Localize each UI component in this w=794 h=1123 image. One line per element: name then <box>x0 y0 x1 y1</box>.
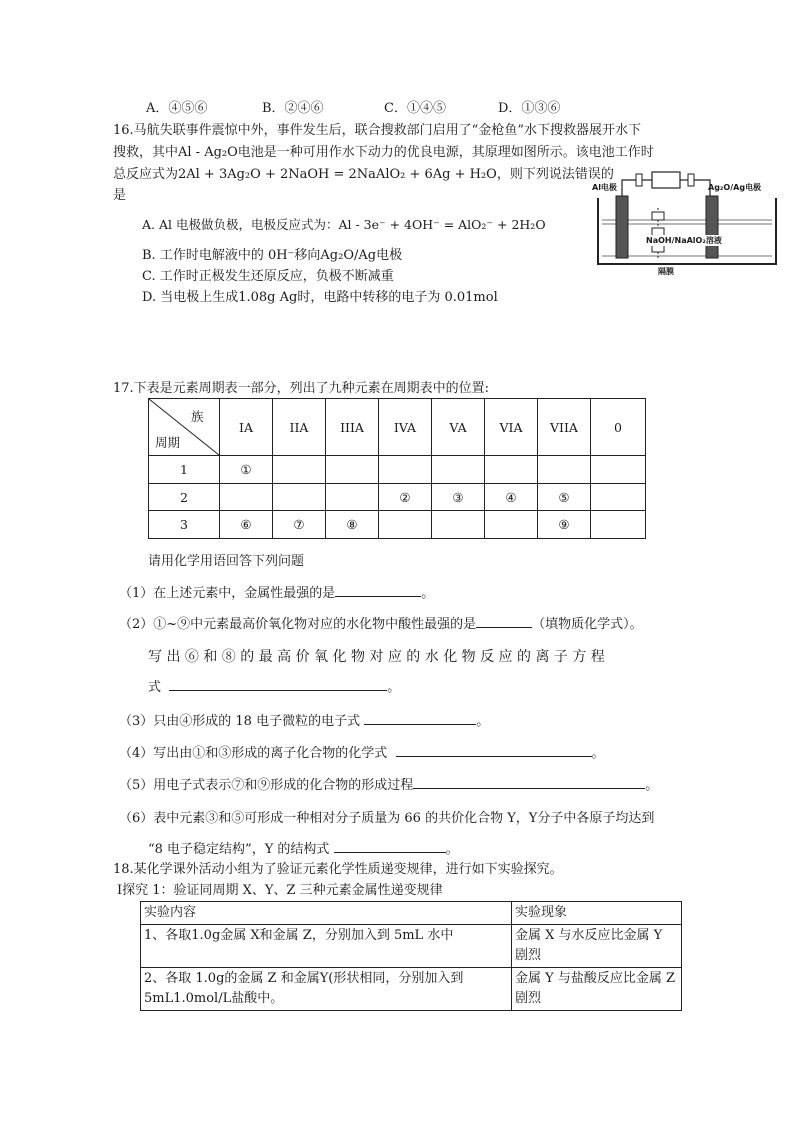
q17-sub2a-end: （填物质化学式）。 <box>532 617 643 632</box>
period-label: 1 <box>149 456 220 484</box>
element-cell: ⑨ <box>538 511 591 539</box>
table-header-row <box>141 902 682 925</box>
element-cell <box>432 456 485 484</box>
answer-blank[interactable] <box>476 615 532 628</box>
group-header: IIA <box>273 399 326 456</box>
element-cell <box>485 511 538 539</box>
q15-option-b: B．②④⑥ <box>262 101 324 116</box>
q17-sub2c <box>148 677 400 698</box>
corner-group-label: 族 <box>191 409 204 424</box>
element-cell: ⑧ <box>326 511 379 539</box>
q17-sub1-text: （1）在上述元素中，金属性最强的是 <box>119 586 336 601</box>
experiment-content: 2、各取 1.0g的金属 Z 和金属Y(形状相同，分别加入到 5mL1.0mol/L盐酸中。 <box>141 968 512 1011</box>
q17-sub2c-end: 。 <box>387 680 401 695</box>
element-cell <box>326 456 379 484</box>
answer-blank[interactable] <box>413 776 645 789</box>
q18-intro: 18.某化学课外活动小组为了验证元素化学性质递变规律，进行如下实验探究。 <box>113 862 563 877</box>
element-cell: ⑦ <box>273 511 326 539</box>
answer-blank[interactable] <box>335 584 421 597</box>
element-cell: ③ <box>432 484 485 511</box>
corner-period-label: 周期 <box>155 435 181 450</box>
q16-line3: 总反应式为2Al + 3Ag₂O + 2NaOH = 2NaAlO₂ + 6Ag + H₂O，则下列说法错误的 <box>113 167 614 182</box>
group-header: VIA <box>485 399 538 456</box>
element-cell <box>591 511 646 539</box>
table-row <box>141 968 682 1011</box>
experiment-phenomenon: 金属 Y 与盐酸反应比金属 Z 剧烈 <box>512 968 682 1011</box>
experiment-table <box>140 901 682 1011</box>
element-cell: ⑥ <box>220 511 273 539</box>
q16-line1: 16.马航失联事件震惊中外，事件发生后，联合搜救部门启用了“金枪鱼”水下搜救器展开水下 <box>113 123 641 138</box>
q15-option-d: D．①③⑥ <box>498 101 561 116</box>
q15-option-a: A．④⑤⑥ <box>146 101 208 116</box>
element-cell <box>538 456 591 484</box>
q17-sub4-text: （4）写出由①和③形成的离子化合物的化学式 <box>119 746 388 761</box>
period-label: 3 <box>149 511 220 539</box>
group-header: IIIA <box>326 399 379 456</box>
q17-sub6a: （6）表中元素③和⑤可形成一种相对分子质量为 66 的共价化合物 Y，Y分子中各原子均达到 <box>119 811 655 826</box>
group-header: 0 <box>591 399 646 456</box>
q15-option-c: C．①④⑤ <box>384 101 446 116</box>
experiment-content: 1、各取1.0g金属 X和金属 Z，分别加入到 5mL 水中 <box>141 925 512 968</box>
table-row <box>149 484 646 511</box>
element-cell <box>379 456 432 484</box>
element-cell: ② <box>379 484 432 511</box>
element-cell: ① <box>220 456 273 484</box>
q17-sub1 <box>119 583 434 604</box>
q16-option-b: B. 工作时电解液中的 0H⁻移向Ag₂O/Ag电极 <box>142 248 403 263</box>
q17-sub3-text: （3）只由④形成的 18 电子微粒的电子式 <box>119 714 361 729</box>
q17-sub5 <box>119 775 658 796</box>
q17-sub2c-text: 式 <box>148 680 162 695</box>
group-header: VA <box>432 399 485 456</box>
q17-sub4 <box>119 743 605 764</box>
q17-sub2a <box>119 614 643 635</box>
q16-line4: 是 <box>113 188 127 203</box>
q17-sub5-end: 。 <box>645 778 659 793</box>
group-header: IVA <box>379 399 432 456</box>
table-corner <box>149 399 220 456</box>
q17-sub6b-end: 。 <box>445 842 459 857</box>
element-cell <box>273 456 326 484</box>
periodic-table <box>148 398 646 539</box>
membrane-label: 隔膜 <box>658 267 674 276</box>
group-header: IA <box>220 399 273 456</box>
table-row <box>149 456 646 484</box>
q17-sub2a-text: （2）①~⑨中元素最高价氧化物对应的水化物中酸性最强的是 <box>119 617 477 632</box>
solution-label: NaOH/NaAlO₂溶液 <box>646 236 722 245</box>
q17-sub4-end: 。 <box>591 746 605 761</box>
q18-part1: Ⅰ探究 1：验证同周期 X、Y、Z 三种元素金属性递变规律 <box>117 883 443 898</box>
header-content: 实验内容 <box>141 902 512 925</box>
element-cell <box>485 456 538 484</box>
element-cell <box>379 511 432 539</box>
element-cell <box>326 484 379 511</box>
element-cell <box>220 484 273 511</box>
q17-sub2b: 写 出 ⑥ 和 ⑧ 的 最 高 价 氧 化 物 对 应 的 水 化 物 反 应 的 离 子 方 程 <box>148 649 605 665</box>
answer-blank[interactable] <box>364 712 476 725</box>
q16-line2: 搜救，其中Al - Ag₂O电池是一种可用作水下动力的优良电源，其原理如图所示。该电池工作时 <box>113 145 654 160</box>
q17-sub3-end: 。 <box>476 714 490 729</box>
table-row <box>141 925 682 968</box>
q17-sub1-end: 。 <box>421 586 435 601</box>
experiment-phenomenon: 金属 X 与水反应比金属 Y 剧烈 <box>512 925 682 968</box>
battery-diagram <box>588 168 788 280</box>
element-cell <box>432 511 485 539</box>
q16-option-a: A. Al 电极做负极，电极反应式为：Al - 3e⁻ + 4OH⁻ = AlO₂⁻ + 2H₂O <box>142 217 546 232</box>
q16-option-d: D. 当电极上生成1.08g Ag时，电路中转移的电子为 0.01mol <box>142 290 498 305</box>
element-cell <box>591 456 646 484</box>
q17-intro: 17.下表是元素周期表一部分，列出了九种元素在周期表中的位置: <box>113 381 490 396</box>
period-label: 2 <box>149 484 220 511</box>
element-cell: ④ <box>485 484 538 511</box>
element-cell <box>591 484 646 511</box>
q17-sub6b-text: “8 电子稳定结构”，Y 的结构式 <box>148 842 330 857</box>
q17-sub6b <box>148 839 459 860</box>
answer-blank[interactable] <box>334 840 446 853</box>
table-row <box>149 511 646 539</box>
q16-option-c: C. 工作时正极发生还原反应，负极不断减重 <box>142 269 394 284</box>
q17-sub3 <box>119 711 489 732</box>
answer-blank[interactable] <box>169 678 387 691</box>
q17-prompt: 请用化学用语回答下列问题 <box>148 554 305 569</box>
group-header: VIIA <box>538 399 591 456</box>
element-cell: ⑤ <box>538 484 591 511</box>
al-electrode-label: Al电极 <box>592 183 617 192</box>
element-cell <box>273 484 326 511</box>
header-phenomenon: 实验现象 <box>512 902 682 925</box>
answer-blank[interactable] <box>396 744 592 757</box>
ag2o-electrode-label: Ag₂O/Ag电极 <box>708 183 762 192</box>
q17-sub5-text: （5）用电子式表示⑦和⑨形成的化合物的形成过程 <box>119 778 414 793</box>
